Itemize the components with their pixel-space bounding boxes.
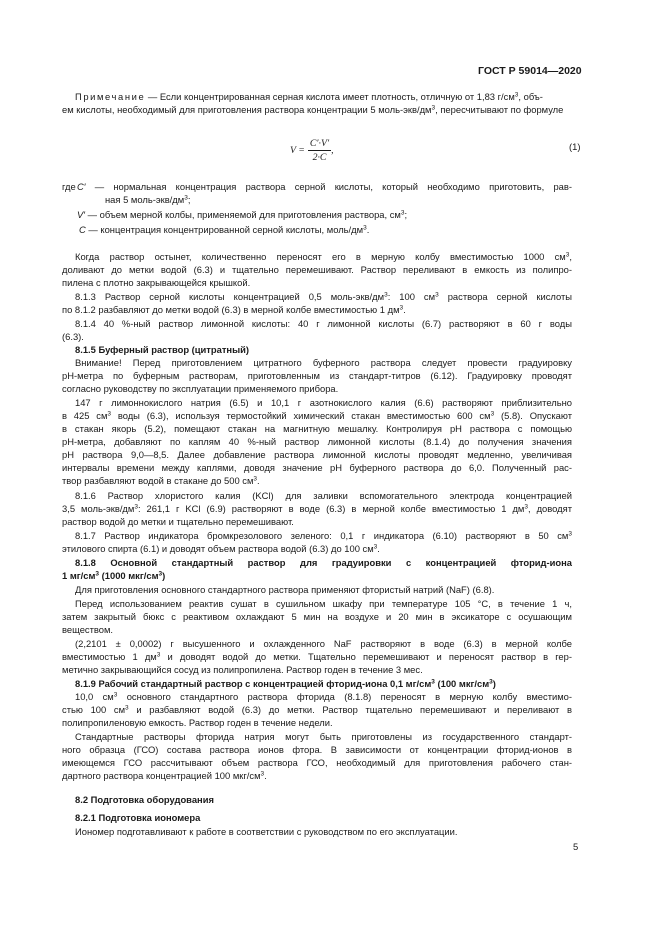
where-label: где xyxy=(62,181,76,192)
clause-8-1-7-line-2: этилового спирта (6.1) и доводят объем раствора водой (6.3) до 100 $см^3$. xyxy=(62,543,380,554)
formula xyxy=(290,138,334,163)
working-solution-line-3: полипропиленовую емкость. Раствор годен в течение недели. xyxy=(62,717,333,728)
working-solution-line-2: стью 100 $см^3$ и разбавляют водой (6.3) до метки. Раствор тщательно перемешивают и переливают в xyxy=(62,704,572,715)
formula-lhs: V = xyxy=(290,144,305,156)
heading-8-2: 8.2 Подготовка оборудования xyxy=(75,794,214,805)
clause-8-1-3-line-1: 8.1.3 Раствор серной кислоты концентрацией 0,5 моль-$экв/дм^3$: 100 $см^3$ раствора серной кислоты xyxy=(75,291,573,302)
formula-fraction xyxy=(308,138,334,163)
buffer-prep-line-7: твор разбавляют водой в стакане до 500 $см^3$. xyxy=(62,475,260,486)
gso-line-4: дартного раствора концентрацией 100 мкг/$см^3$. xyxy=(62,770,267,781)
paragraph-1-line-1: Когда раствор остынет, количественно переносят его в мерную колбу вместимостью 1000 $см^3$, xyxy=(75,251,572,262)
clause-8-1-4-line-2: (6.3). xyxy=(62,331,84,342)
weighing-line-3: метично закрывающийся сосуд из полипропилена. Раствор годен в течение 3 мес. xyxy=(62,664,423,675)
heading-8-1-8-line-2: 1 $мг/см^3$ (1000 мкг/$см^3$) xyxy=(62,570,166,581)
ionomer-preparation: Иономер подготавливают к работе в соответствии с руководством по его эксплуатации. xyxy=(75,826,458,837)
symbol-c-prime: C′ xyxy=(77,181,86,192)
paragraph-1-line-2: доливают до метки водой (6.3) и тщательно перемешивают. Раствор переливают в емкость из полипро- xyxy=(62,264,572,275)
gso-line-2: ного образца (ГСО) состава раствора ионов фтора. В зависимости от концентрации фторид-ионов в xyxy=(62,744,572,755)
heading-8-1-8-line-1: 8.1.8 Основной стандартный раствор для градуировки с концентрацией фторид-иона xyxy=(75,557,572,568)
where-c xyxy=(79,224,369,236)
note-line-2: ем кислоты, необходимый для приготовления раствора концентрации 5 моль-$экв/дм^3$, пересчитывают по формуле xyxy=(62,104,564,115)
weighing-line-2: вместимостью 1 $дм^3$ и доводят водой до метки. Тщательно перемешивают и переносят раствор в гер- xyxy=(62,651,572,662)
buffer-prep-line-2: в 425 $см^3$ воды (6.3), используя термостойкий химический стакан вместимостью 600 $см^3$ (5.8). Опускают xyxy=(62,410,572,421)
buffer-prep-line-4: pH-метра, добавляют по каплям 40 %-ный раствор лимонной кислоты (8.1.4) до получения значения xyxy=(62,436,572,447)
symbol-c: C xyxy=(79,224,86,235)
where-c-prime-line-2: ная 5 моль-$экв/дм^3$; xyxy=(105,194,191,205)
clause-8-1-6-line-2: 3,5 моль-$экв/дм^3$: 261,1 г KCl (6.9) растворяют в воде (6.3) в мерной колбе вместимостью 1 $дм^3$, доводят xyxy=(62,503,572,514)
where-c-prime-line-1 xyxy=(77,181,572,193)
warning-line-3: согласно руководству по эксплуатации применяемого прибора. xyxy=(62,383,339,394)
working-solution-line-1: 10,0 $см^3$ основного стандартного раствора фторида (8.1.8) переносят в мерную колбу вместимо- xyxy=(75,691,573,702)
clause-8-1-6-line-1: 8.1.6 Раствор хлористого калия (KCl) для заливки вспомогательного электрода концентрацией xyxy=(75,490,572,501)
heading-8-2-1: 8.2.1 Подготовка иономера xyxy=(75,812,201,823)
drying-line-2: затем закрытый бюкс с реактивом охлаждают 5 мин на воздухе и 20 мин в эксикаторе с осушающим xyxy=(62,611,572,622)
symbol-v-prime: V′ xyxy=(77,209,86,220)
weighing-line-1: (2,2101 ± 0,0002) г высушенного и охлажденного NaF растворяют в воде (6.3) в мерной колбе xyxy=(75,638,572,649)
buffer-prep-line-6: интервалы времени между каплями, доводя значение pH буферного раствора до 6,0. Полученный рас- xyxy=(62,462,572,473)
note-text-1: — Если концентрированная серная кислота имеет плотность, отличную от 1,83 $г/см^3$, объ- xyxy=(145,91,543,102)
document-id: ГОСТ Р 59014—2020 xyxy=(478,65,582,77)
formula-tail: , xyxy=(331,144,334,156)
note-prefix: Примечание xyxy=(75,91,146,102)
heading-8-1-9: 8.1.9 Рабочий стандартный раствор с концентрацией фторид-иона 0,1 $мг/см^3$ (100 мкг/$см^3$) xyxy=(75,678,496,689)
where-v-prime-text: — объем мерной колбы, применяемой для приготовления раствора, $см^3$; xyxy=(85,209,408,220)
formula-numerator: C′·V′ xyxy=(309,138,330,149)
warning-line-2: pH-метра по буферным растворам, приготовленным из стандарт-титров (6.12). Градуировку проводят xyxy=(62,370,572,381)
clause-8-1-7-line-1: 8.1.7 Раствор индикатора бромкрезолового зеленого: 0,1 г индикатора (6.10) растворяют в 50 $см^3$ xyxy=(75,530,572,541)
gso-line-3: имеющемся ГСО рассчитывают объем раствора ГСО, необходимый для приготовления рабочего стан- xyxy=(62,757,572,768)
formula-denominator: 2·C xyxy=(312,152,327,163)
heading-8-1-5: 8.1.5 Буферный раствор (цитратный) xyxy=(75,344,249,355)
where-v-prime xyxy=(77,209,407,221)
drying-line-3: веществом. xyxy=(62,624,114,635)
buffer-prep-line-3: в стакан якорь (5.2), помещают стакан на магнитную мешалку. Контролируя pH раствора с помощью xyxy=(62,423,572,434)
paragraph-1-line-3: пилена с плотно закрывающейся крышкой. xyxy=(62,277,251,288)
buffer-prep-line-1: 147 г лимоннокислого натрия (6.5) и 10,1 г азотнокислого калия (6.6) растворяют приблизительно xyxy=(75,397,572,408)
clause-8-1-3-line-2: по 8.1.2 разбавляют до метки водой (6.3) в мерной колбе вместимостью 1 $дм^3$. xyxy=(62,304,406,315)
where-c-prime-text-1: — нормальная концентрация раствора серной кислоты, который необходимо приготовить, рав- xyxy=(85,181,572,192)
paragraph-naf: Для приготовления основного стандартного раствора применяют фтористый натрий (NaF) (6.8). xyxy=(75,584,495,595)
warning-line-1: Внимание! Перед приготовлением цитратного буферного раствора следует провести градуировку xyxy=(75,357,572,368)
clause-8-1-6-line-3: раствор водой до метки и тщательно перемешивают. xyxy=(62,516,294,527)
equation-number: (1) xyxy=(569,141,581,152)
page-number: 5 xyxy=(573,841,579,852)
note-line-1 xyxy=(75,91,543,103)
clause-8-1-4-line-1: 8.1.4 40 %-ный раствор лимонной кислоты: 40 г лимонной кислоты (6.7) растворяют в 60 г воды xyxy=(75,318,572,329)
gso-line-1: Стандартные растворы фторида натрия могут быть приготовлены из государственного стандарт- xyxy=(75,731,572,742)
where-c-text: — концентрация концентрированной серной кислоты, моль/$дм^3$. xyxy=(85,224,370,235)
buffer-prep-line-5: pH раствора 9,0—8,5. Далее добавление раствора лимонной кислоты проводят медленно, увеличивая xyxy=(62,449,572,460)
drying-line-1: Перед использованием реактив сушат в сушильном шкафу при температуре 105 °С, в течение 1 ч, xyxy=(75,598,572,609)
